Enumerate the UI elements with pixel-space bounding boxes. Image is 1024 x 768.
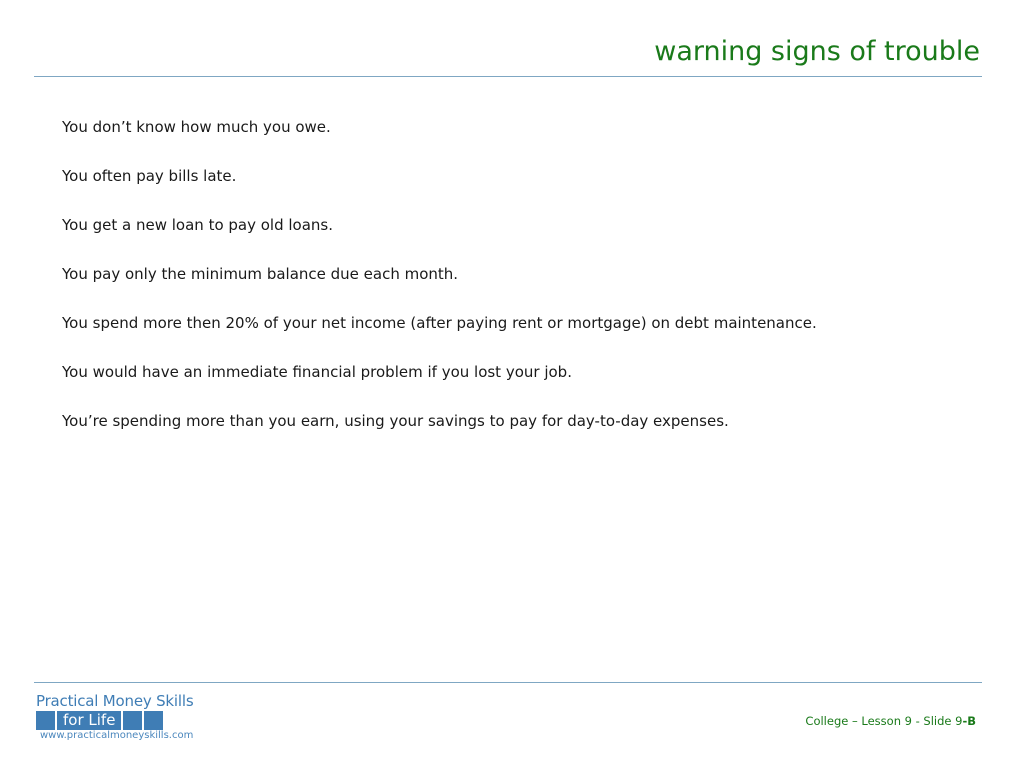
slide-title: warning signs of trouble — [654, 36, 980, 67]
bullet-item: You get a new loan to pay old loans. — [62, 216, 334, 234]
logo-blocks — [36, 711, 163, 730]
bullet-item: You would have an immediate financial problem if you lost your job. — [62, 363, 572, 381]
bullet-item: You pay only the minimum balance due each month. — [62, 265, 459, 283]
logo-square — [36, 711, 55, 730]
logo-square — [144, 711, 163, 730]
logo-url: www.practicalmoneyskills.com — [40, 730, 194, 741]
bullet-item: You spend more then 20% of your net income (after paying rent or mortgage) on debt maintenance. — [62, 314, 817, 332]
bullet-list — [62, 112, 817, 455]
logo-square — [123, 711, 142, 730]
bullet-item: You often pay bills late. — [62, 167, 237, 185]
title-divider — [34, 76, 982, 77]
slide-reference-suffix: -B — [962, 714, 976, 728]
slide-reference-text: College – Lesson 9 - Slide 9 — [805, 714, 963, 728]
logo-wordmark: Practical Money Skills — [36, 692, 194, 710]
footer-divider — [34, 682, 982, 683]
slide-reference — [805, 713, 976, 729]
bullet-item: You’re spending more than you earn, using your savings to pay for day-to-day expenses. — [62, 412, 729, 430]
bullet-item: You don’t know how much you owe. — [62, 118, 331, 136]
logo-for-life: for Life — [57, 711, 121, 730]
practical-money-skills-logo — [34, 692, 224, 744]
